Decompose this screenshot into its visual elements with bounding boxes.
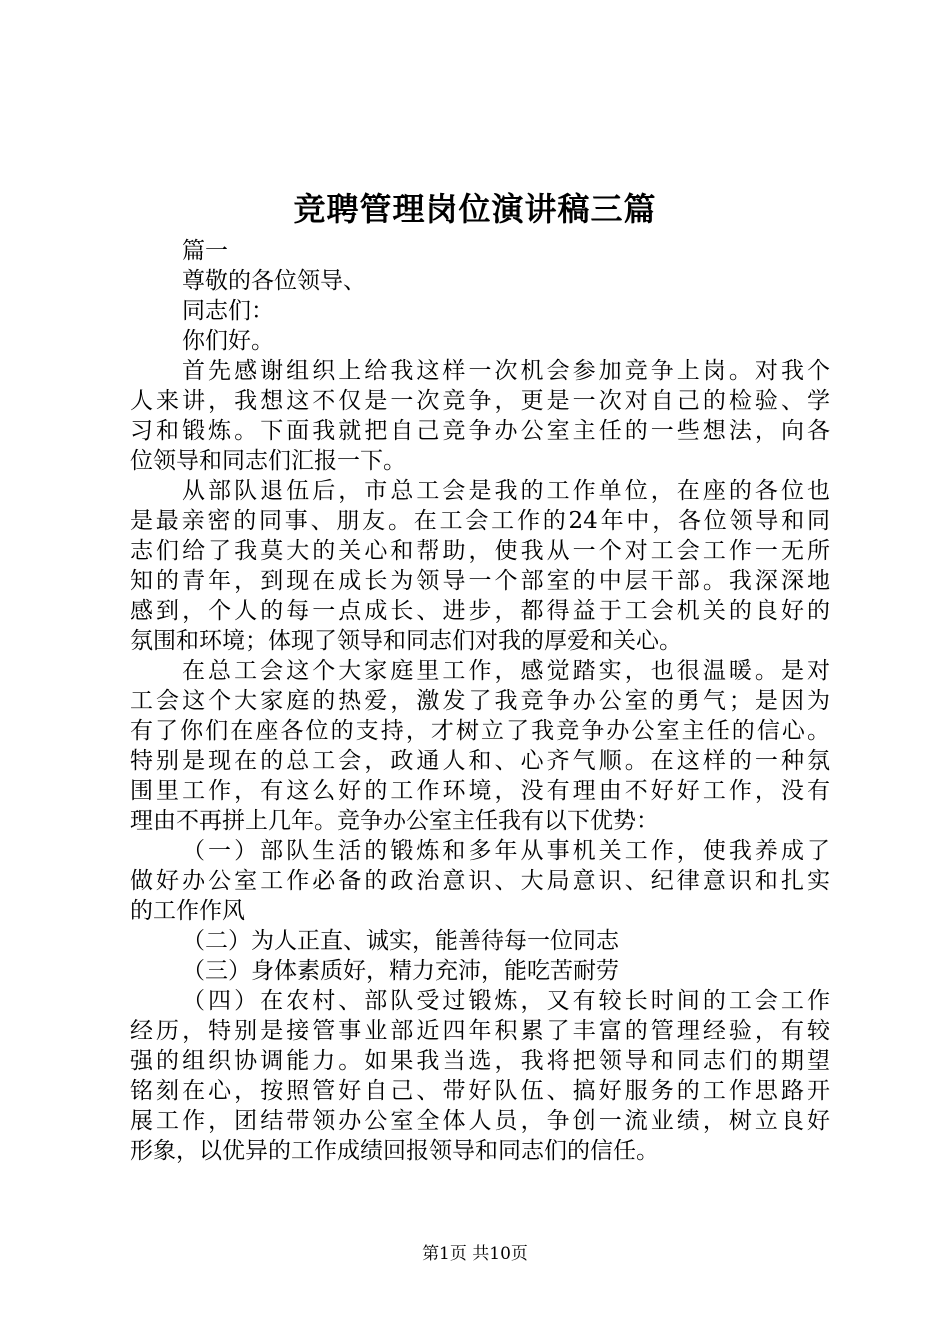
body-line: 特别是现在的总工会，政通人和、心齐气顺。在这样的一种氛 xyxy=(130,748,830,774)
body-line: 氛围和环境；体现了领导和同志们对我的厚爱和关心。 xyxy=(130,628,682,654)
body-line: 围里工作，有这么好的工作环境，没有理由不好好工作，没有 xyxy=(130,778,830,804)
body-line: 铭刻在心，按照管好自己、带好队伍、搞好服务的工作思路开 xyxy=(130,1078,830,1104)
body-line: 强的组织协调能力。如果我当选，我将把领导和同志们的期望 xyxy=(130,1048,830,1074)
body-line: 经历，特别是接管事业部近四年积累了丰富的管理经验，有较 xyxy=(130,1018,830,1044)
body-line: 展工作，团结带领办公室全体人员，争创一流业绩，树立良好 xyxy=(130,1108,830,1134)
body-line: 知的青年，到现在成长为领导一个部室的中层干部。我深深地 xyxy=(130,568,830,594)
body-line: 做好办公室工作必备的政治意识、大局意识、纪律意识和扎实 xyxy=(130,868,830,894)
document-title: 竞聘管理岗位演讲稿三篇 xyxy=(293,190,657,228)
body-line: 位领导和同志们汇报一下。 xyxy=(130,448,406,474)
body-line: （二）为人正直、诚实，能善待每一位同志 xyxy=(182,928,619,954)
body-line: （一）部队生活的锻炼和多年从事机关工作，使我养成了 xyxy=(182,838,830,864)
body-line: 从部队退伍后，市总工会是我的工作单位，在座的各位也 xyxy=(182,478,830,504)
body-line: 首先感谢组织上给我这样一次机会参加竞争上岗。对我个 xyxy=(182,358,830,384)
body-line: 尊敬的各位领导、 xyxy=(182,268,366,294)
body-line: 是最亲密的同事、朋友。在工会工作的24年中，各位领导和同 xyxy=(130,508,830,534)
body-line: 你们好。 xyxy=(182,328,274,354)
body-line: 的工作作风 xyxy=(130,898,245,924)
body-line: 同志们： xyxy=(182,298,274,324)
page-footer: 第1页 共10页 xyxy=(422,1244,528,1264)
body-line: 感到，个人的每一点成长、进步，都得益于工会机关的良好的 xyxy=(130,598,830,624)
body-line: 习和锻炼。下面我就把自己竞争办公室主任的一些想法，向各 xyxy=(130,418,830,444)
document-body xyxy=(130,236,830,1166)
body-line: 在总工会这个大家庭里工作，感觉踏实，也很温暖。是对 xyxy=(182,658,830,684)
body-line: 篇一 xyxy=(182,238,228,264)
body-line: 有了你们在座各位的支持，才树立了我竞争办公室主任的信心。 xyxy=(130,718,830,744)
body-line: 人来讲，我想这不仅是一次竞争，更是一次对自己的检验、学 xyxy=(130,388,830,414)
body-line: 工会这个大家庭的热爱，激发了我竞争办公室的勇气；是因为 xyxy=(130,688,830,714)
body-line: 形象，以优异的工作成绩回报领导和同志们的信任。 xyxy=(130,1138,659,1164)
body-line: 志们给了我莫大的关心和帮助，使我从一个对工会工作一无所 xyxy=(130,538,830,564)
body-line: （四）在农村、部队受过锻炼，又有较长时间的工会工作 xyxy=(182,988,830,1014)
body-line: 理由不再拼上几年。竞争办公室主任我有以下优势： xyxy=(130,808,659,834)
body-line: （三）身体素质好，精力充沛，能吃苦耐劳 xyxy=(182,958,619,984)
